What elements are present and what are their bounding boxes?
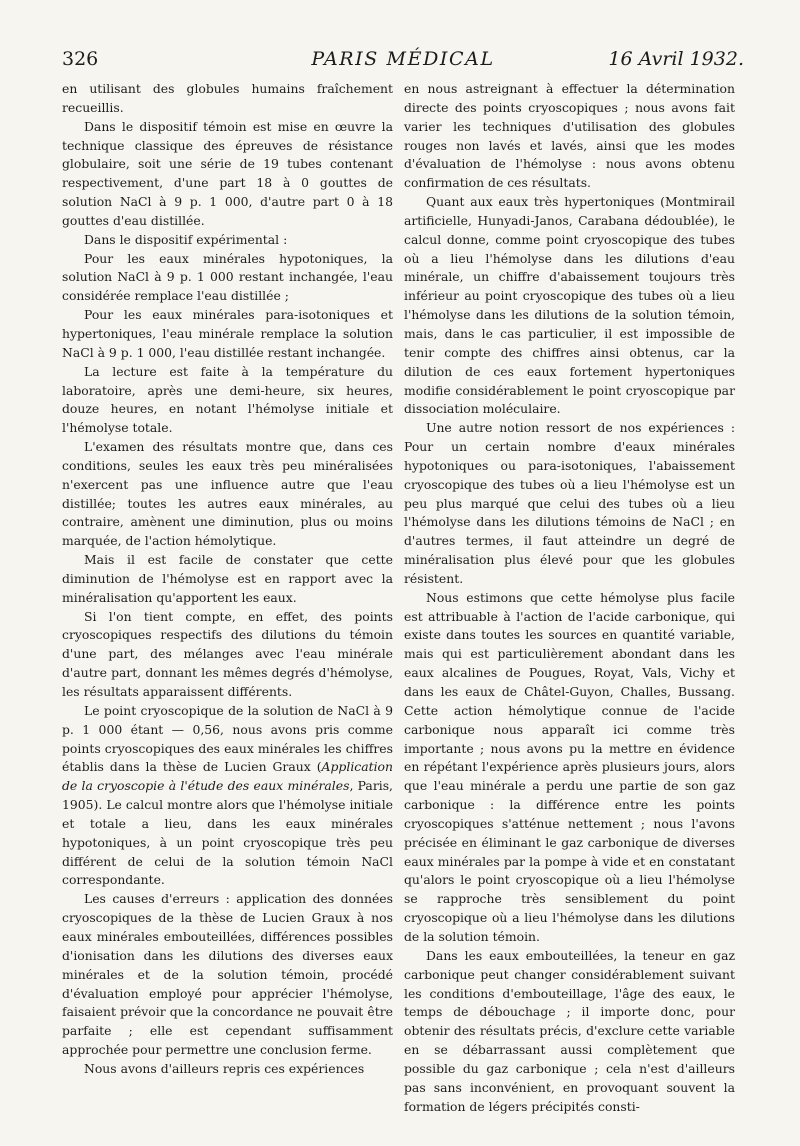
paragraph: en nous astreignant à effectuer la détermination directe des points cryoscopiques ; nous avons fait varier les techniques d'utilisation des globules rouges non lavés et lavés, ainsi que les modes d'évaluation de l'hémolyse : nous avons obtenu confirmation de ces résultats. bbox=[404, 81, 735, 191]
paragraph: Dans les eaux embouteillées, la teneur en gaz carbonique peut changer considérablement suivant les conditions d'embouteillage, l'âge des eaux, le temps de débouchage ; il importe donc, pour obtenir des résultats précis, d'exclure cette variable en se débarrassant aussi complètement que possible du gaz carbonique ; cela n'est d'ailleurs pas sans inconvénient, en provoquant souvent la formation de légers précipités consti- bbox=[404, 947, 735, 1114]
paragraph: L'examen des résultats montre que, dans ces conditions, seules les eaux très peu minéralisées n'exercent pas une influence autre que l'eau distillée; toutes les autres eaux minérales, au contraire, amènent une diminution, plus ou moins marquée, de l'action hémolytique. bbox=[62, 439, 393, 549]
paragraph: Une autre notion ressort de nos expériences : Pour un certain nombre d'eaux minérales hypotoniques ou para-isotoniques, l'abaissement cryoscopique des tubes où a lieu l'hémolyse est un peu plus marqué que celui des tubes où a lieu l'hémolyse dans les dilutions témoins de NaCl ; en d'autres termes, il faut atteindre un degré de minéralisation plus élevé pour que les globules résistent. bbox=[404, 420, 735, 586]
paragraph: Dans le dispositif expérimental : bbox=[84, 231, 288, 247]
paragraph: en utilisant des globules humains fraîchement recueillis. bbox=[62, 81, 393, 115]
paragraph: Si l'on tient compte, en effet, des points cryoscopiques respectifs des dilutions du témoin d'une part, des mélanges avec l'eau minérale d'autre part, donnant les mêmes degrés d'hémolyse, les résultats apparaissent différents. bbox=[62, 608, 393, 699]
left-column bbox=[62, 80, 393, 1079]
paragraph: Les causes d'erreurs : application des données cryoscopiques de la thèse de Lucien Graux à nos eaux minérales embouteillées, différences possibles d'ionisation dans les dilutions des diverses eaux minérales et de la solution témoin, procédé d'évaluation employé pour apprécier l'hémolyse, faisaient prévoir que la concordance ne pouvait être parfaite ; elle est cependant suffisamment approchée pour permettre une conclusion ferme. bbox=[62, 891, 393, 1058]
paragraph: Dans le dispositif témoin est mise en œuvre la technique classique des épreuves de résistance globulaire, soit une série de 19 tubes contenant respectivement, d'une part 18 à 0 gouttes de solution NaCl à 9 p. 1 000, d'autre part 0 à 18 gouttes d'eau distillée. bbox=[62, 118, 393, 228]
paragraph-citation bbox=[62, 702, 393, 890]
paragraph: Pour les eaux minérales hypotoniques, la solution NaCl à 9 p. 1 000 restant inchangée, l'eau considérée remplace l'eau distillée ; bbox=[62, 250, 393, 304]
paragraph: Mais il est facile de constater que cette diminution de l'hémolyse est en rapport avec la minéralisation qu'apportent les eaux. bbox=[62, 552, 393, 605]
journal-title: PARIS MÉDICAL bbox=[311, 48, 495, 70]
paragraph: La lecture est faite à la température du laboratoire, après une demi-heure, six heures, douze heures, en notant l'hémolyse initiale et l'hémolyse totale. bbox=[62, 363, 393, 436]
paragraph: Nous avons d'ailleurs repris ces expériences bbox=[84, 1060, 365, 1076]
citation-text-before: Le point cryoscopique de la solution de NaCl à 9 p. 1 000 étant — 0,56, nous avons pris comme points cryoscopiques des eaux minérales les chiffres établis dans la thèse de Lucien Graux ( bbox=[62, 702, 393, 775]
paragraph: Pour les eaux minérales para-isotoniques et hypertoniques, l'eau minérale remplace la solution NaCl à 9 p. 1 000, l'eau distillée restant inchangée. bbox=[62, 307, 393, 360]
citation-text-after: , Paris, 1905). Le calcul montre alors que l'hémolyse initiale et totale a lieu, dans les eaux minérales hypotoniques, à un point cryoscopique très peu différent de celui de la solution témoin NaCl correspondante. bbox=[62, 778, 393, 888]
paragraph: Quant aux eaux très hypertoniques (Montmirail artificielle, Hunyadi-Janos, Carabana dédoublée), le calcul donne, comme point cryoscopique des tubes où a lieu l'hémolyse dans les dilutions d'eau minérale, un chiffre d'abaissement toujours très inférieur au point cryoscopique des tubes où a lieu l'hémolyse dans les dilutions de la solution témoin, mais, dans le cas particulier, il est impossible de tenir compte des chiffres ainsi obtenus, car la dilution de ces eaux fortement hypertoniques modifie considérablement le point cryoscopique par dissociation moléculaire. bbox=[404, 194, 735, 417]
page-number: 326 bbox=[62, 48, 99, 70]
paragraph: Nous estimons que cette hémolyse plus facile est attribuable à l'action de l'acide carbonique, qui existe dans toutes les sources en quantité variable, mais qui est particulièrement abondant dans les eaux alcalines de Pougues, Royat, Vals, Vichy et dans les eaux de Châtel-Guyon, Challes, Bussang. Cette action hémolytique connue de l'acide carbonique nous apparaît ici comme très importante ; nous avons pu la mettre en évidence en répétant l'expérience après plusieurs jours, alors que l'eau minérale a perdu une partie de son gaz carbonique : la différence entre les points cryoscopiques s'atténue nettement ; nous l'avons précisée en éliminant le gaz carbonique de diverses eaux minérales par la pompe à vide et en constatant qu'alors le point cryoscopique où a lieu l'hémolyse se rapproche très sensiblement du point cryoscopique où a lieu l'hémolyse dans les dilutions de la solution témoin. bbox=[404, 589, 735, 944]
citation-title: Application de la cryoscopie à l'étude des eaux minérales bbox=[62, 759, 393, 794]
right-column bbox=[404, 80, 735, 1116]
issue-date: 16 Avril 1932. bbox=[608, 48, 744, 70]
page-header bbox=[62, 48, 744, 74]
